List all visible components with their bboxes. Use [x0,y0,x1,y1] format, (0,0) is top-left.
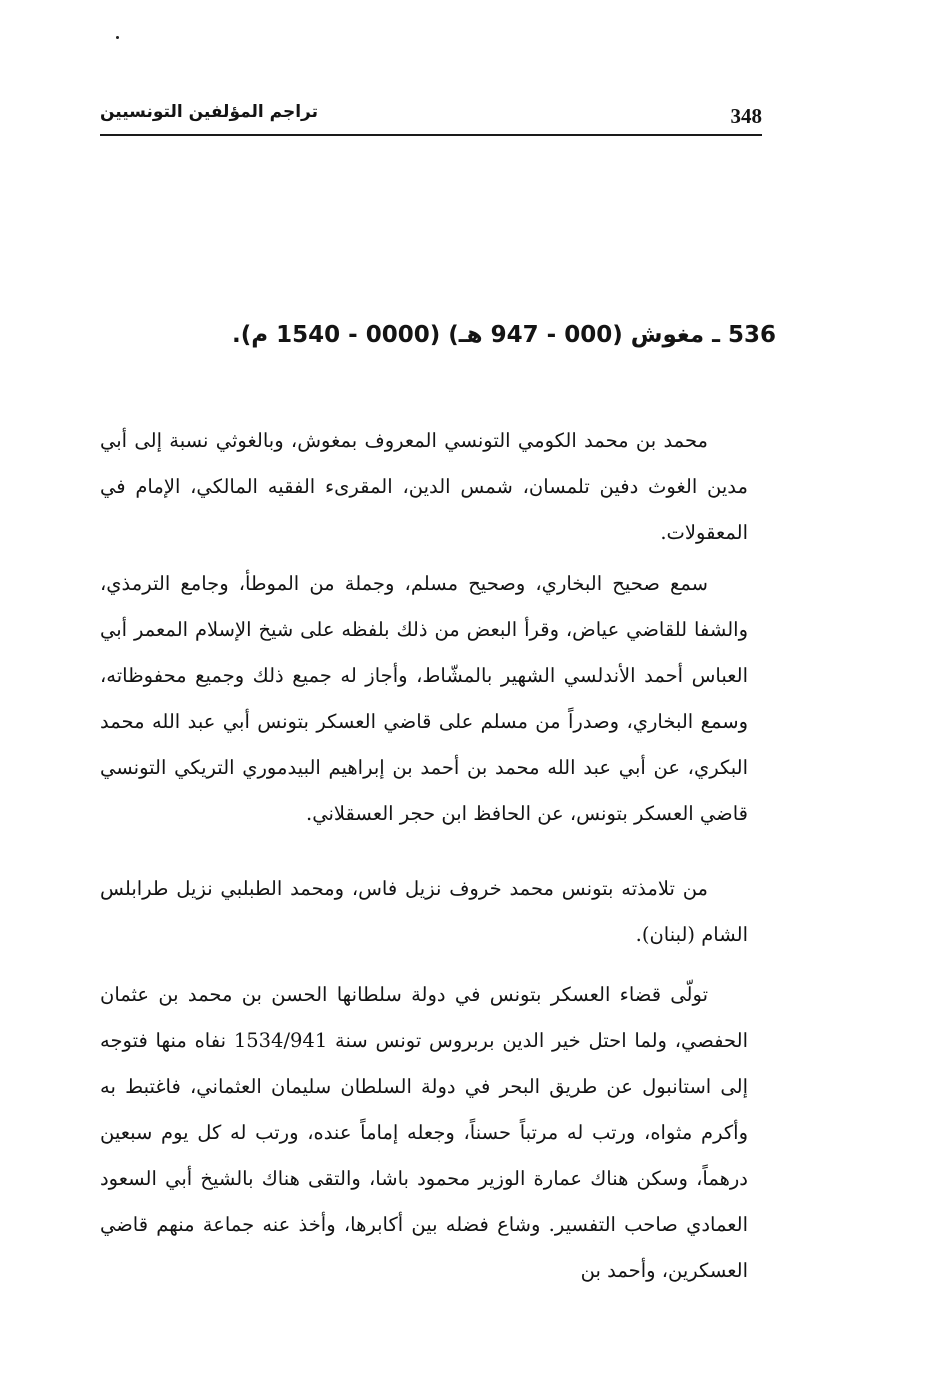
paragraph-biography [100,418,748,556]
paragraph-text: محمد بن محمد الكومي التونسي المعروف بمغوش، وبالغوثي نسبة إلى أبي مدين الغوث دفين تلمسان، شمس الدين، المقرىء الفقيه المالكي، الإمام في المعقولات. [100,429,748,544]
paragraph-text: تولّى قضاء العسكر بتونس في دولة سلطانها الحسن بن محمد بن عثمان الحفصي، ولما احتل خير الدين بربروس تونس سنة 1534/941 نفاه منها فتوجه إلى استانبول عن طريق البحر في دولة السلطان سليمان العثماني، فاغتبط به وأكرم مثواه، ورتب له مرتباً حسناً، وجعله إماماً عنده، ورتب له كل يوم سبعين درهماً، وسكن هناك عمارة الوزير محمود باشا، والتقى هناك بالشيخ أبي السعود العمادي صاحب التفسير. وشاع فضله بين أكابرها، وأخذ عنه جماعة منهم قاضي العسكرين، وأحمد بن [100,983,748,1282]
paragraph-students [100,866,748,958]
paragraph-career [100,972,748,1294]
scan-speck [116,36,119,39]
running-title: تراجم المؤلفين التونسيين [100,102,318,122]
entry-title: 536 ـ مغوش (000 - 947 هـ) (0000 - 1540 م). [232,322,776,348]
page-number: 348 [730,104,762,128]
paragraph-text: من تلامذته بتونس محمد خروف نزيل فاس، ومحمد الطبلبي نزيل طرابلس الشام (لبنان). [100,877,748,946]
page-header [100,100,762,136]
paragraph-text: سمع صحيح البخاري، وصحيح مسلم، وجملة من الموطأ، وجامع الترمذي، والشفا للقاضي عياض، وقرأ البعض من ذلك بلفظه على شيخ الإسلام المعمر أبي العباس أحمد الأندلسي الشهير بالمشّاط، وأجاز له جميع ذلك وجميع محفوظاته، وسمع البخاري، وصدراً من مسلم على قاضي العسكر بتونس أبي عبد الله محمد البكري، عن أبي عبد الله محمد بن أحمد بن إبراهيم البيدموري التريكي التونسي قاضي العسكر بتونس، عن الحافظ ابن حجر العسقلاني. [100,572,748,825]
paragraph-studies [100,561,748,837]
